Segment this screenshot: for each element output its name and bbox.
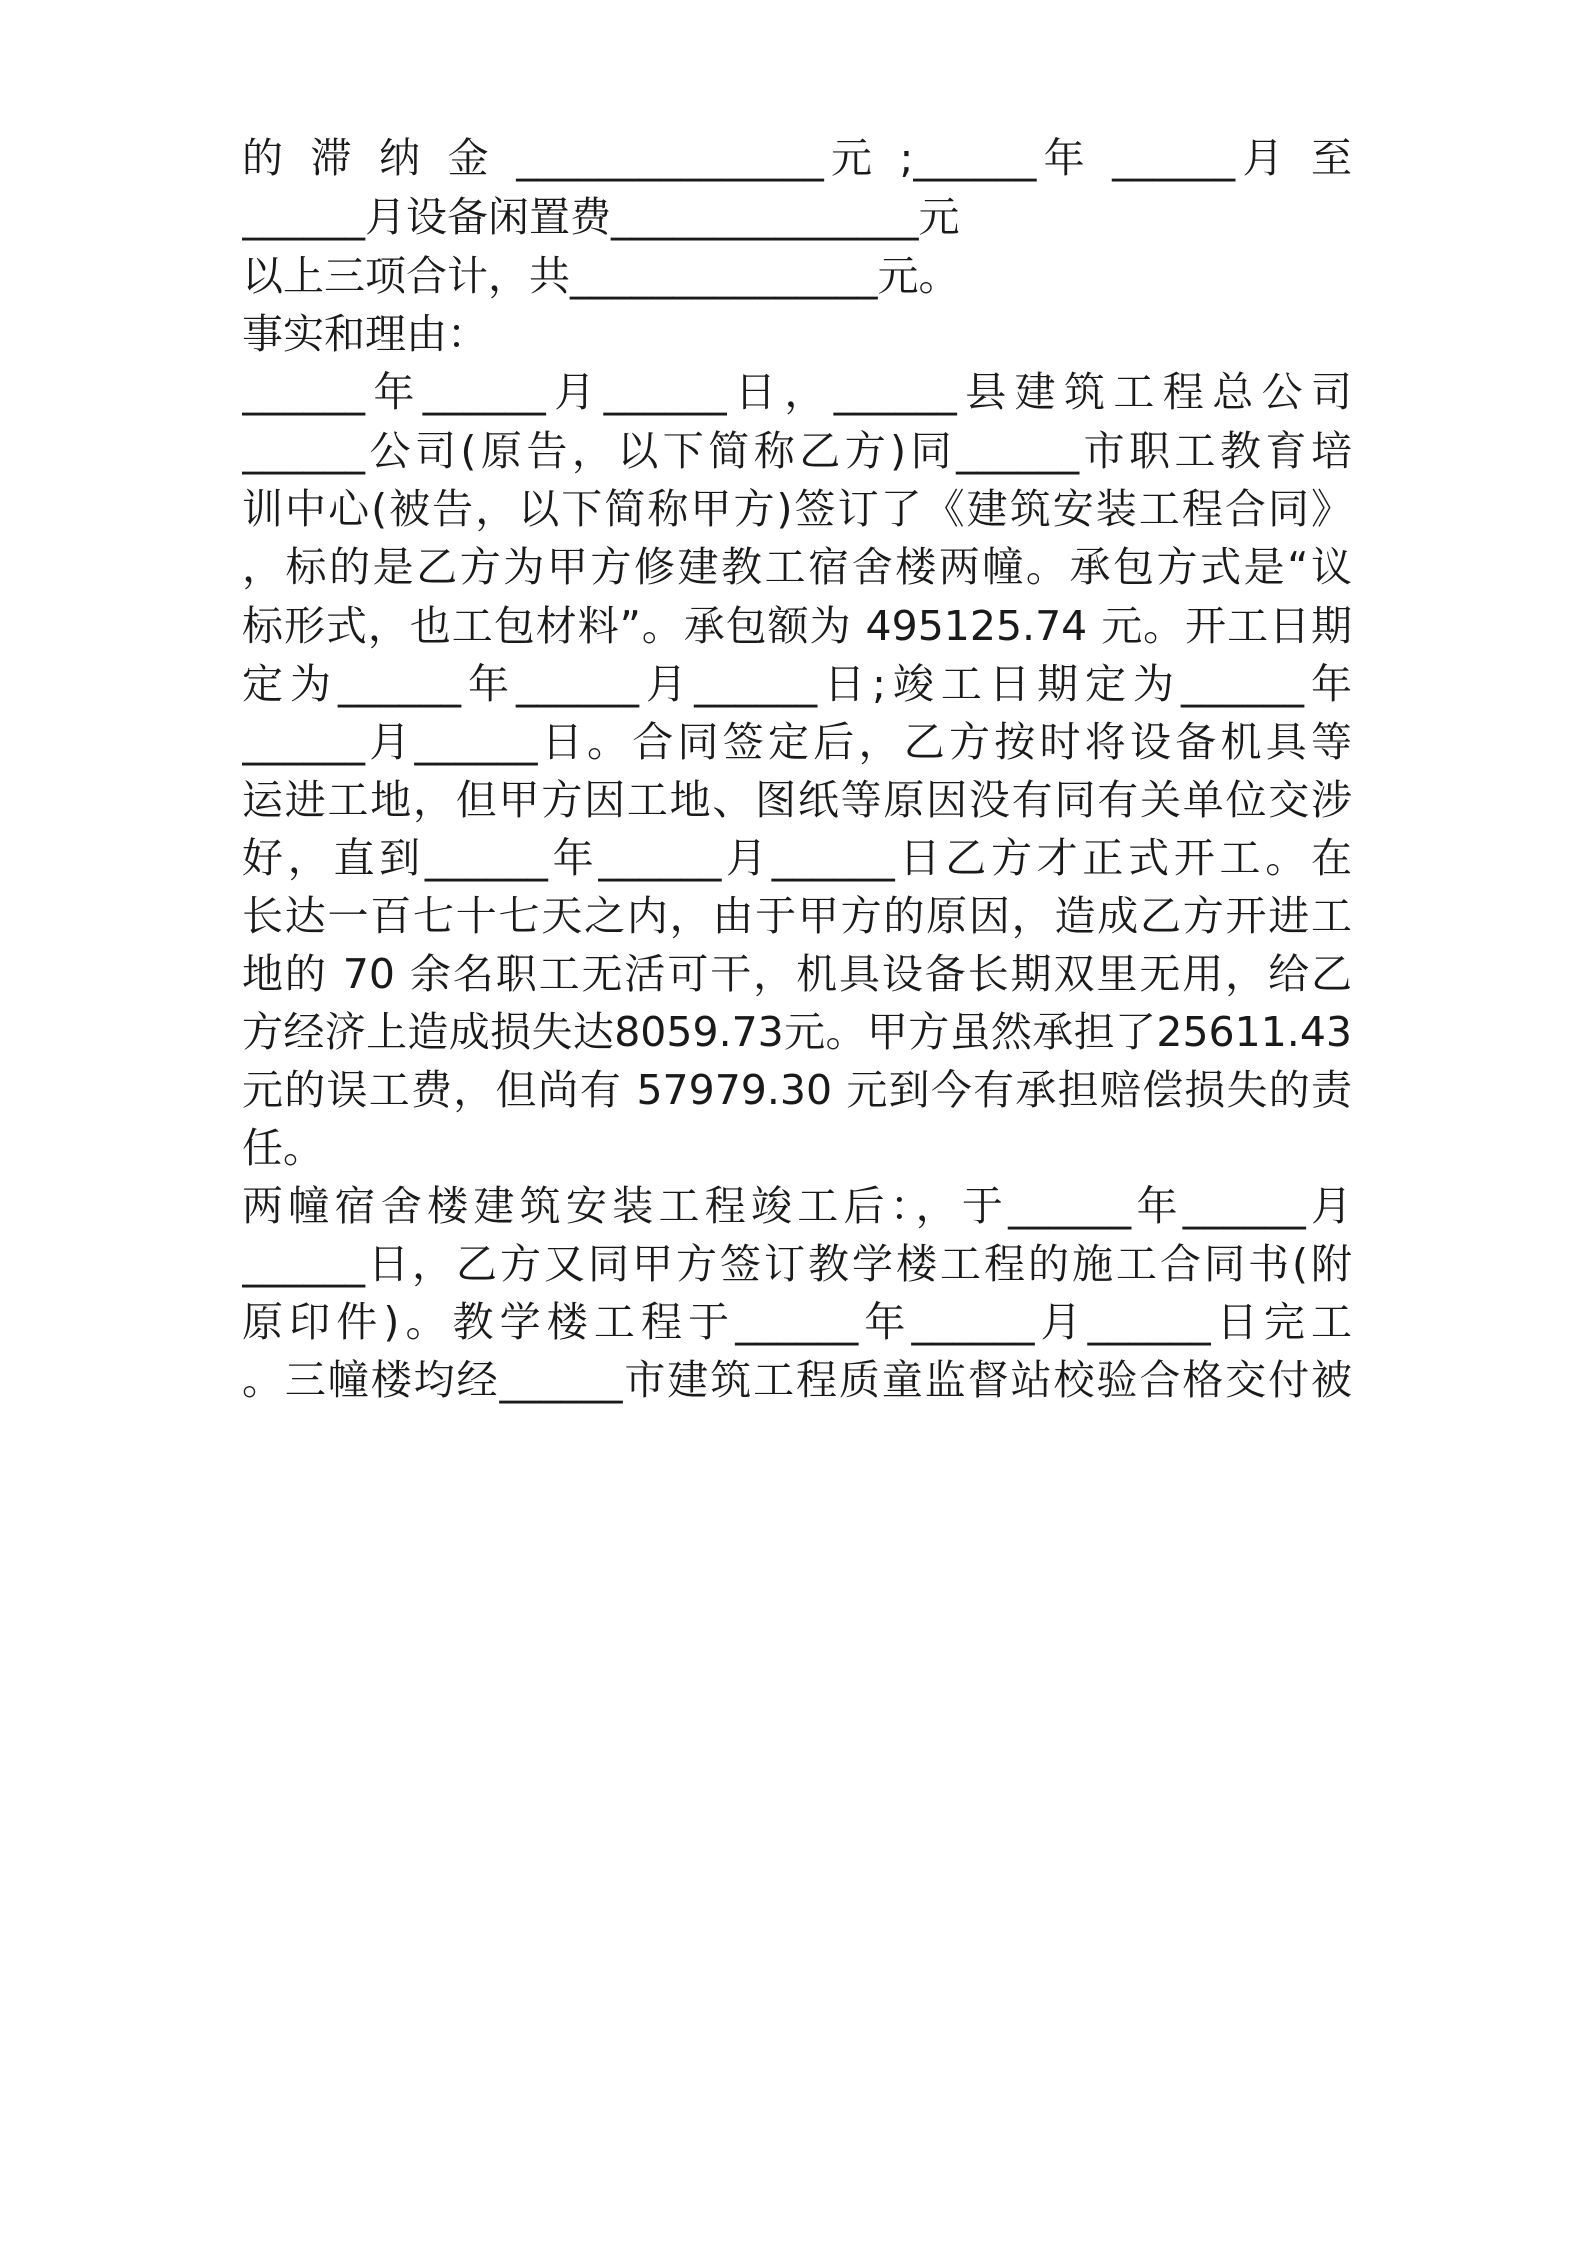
text-line: 元的误工费，但尚有 57979.30 元到今有承担赔偿损失的责 — [242, 1066, 1352, 1114]
text-line: ______月设备闲置费_______________元 — [242, 193, 960, 241]
text-line: 两幢宿舍楼建筑安装工程竣工后：，于______年______月 — [242, 1182, 1352, 1230]
text-line: 标形式，也工包材料”。承包额为 495125.74 元。开工日期 — [242, 602, 1352, 650]
text-line: 定为______年______月______日;竣工日期定为______年 — [242, 660, 1352, 708]
text-line: 。三幢楼均经______市建筑工程质童监督站校验合格交付被 — [242, 1356, 1352, 1404]
text-line: ______年______月______日，______县建筑工程总公司 — [242, 368, 1352, 416]
text-line: ______日，乙方又同甲方签订教学楼工程的施工合同书(附 — [242, 1240, 1352, 1288]
text-line: 运进工地，但甲方因工地、图纸等原因没有同有关单位交涉 — [242, 776, 1352, 824]
text-line: ______公司(原告，以下简称乙方)同______市职工教育培 — [242, 427, 1352, 475]
text-line: 方经济上造成损失达8059.73元。甲方虽然承担了25611.43 — [242, 1008, 1352, 1056]
text-line: 地的 70 余名职工无活可干，机具设备长期双里无用，给乙 — [242, 950, 1352, 998]
text-line: ，标的是乙方为甲方修建教工宿舍楼两幢。承包方式是“议 — [242, 543, 1352, 591]
text-line: 长达一百七十七天之内，由于甲方的原因，造成乙方开进工 — [242, 892, 1352, 940]
text-line: 训中心(被告，以下简称甲方)签订了《建筑安装工程合同》 — [242, 485, 1352, 533]
text-line: 事实和理由： — [242, 310, 488, 358]
text-line: 任。 — [242, 1124, 324, 1172]
text-line: 原印件)。教学楼工程于______年______月______日完工 — [242, 1298, 1352, 1346]
text-line: 好，直到______年______月______日乙方才正式开工。在 — [242, 834, 1352, 882]
text-line: ______月______日。合同签定后，乙方按时将设备机具等 — [242, 718, 1352, 766]
text-line: 以上三项合计，共_______________元。 — [242, 252, 960, 300]
text-line: 的 滞 纳 金 _______________元 ;______年 ______月 至 — [242, 134, 1352, 182]
